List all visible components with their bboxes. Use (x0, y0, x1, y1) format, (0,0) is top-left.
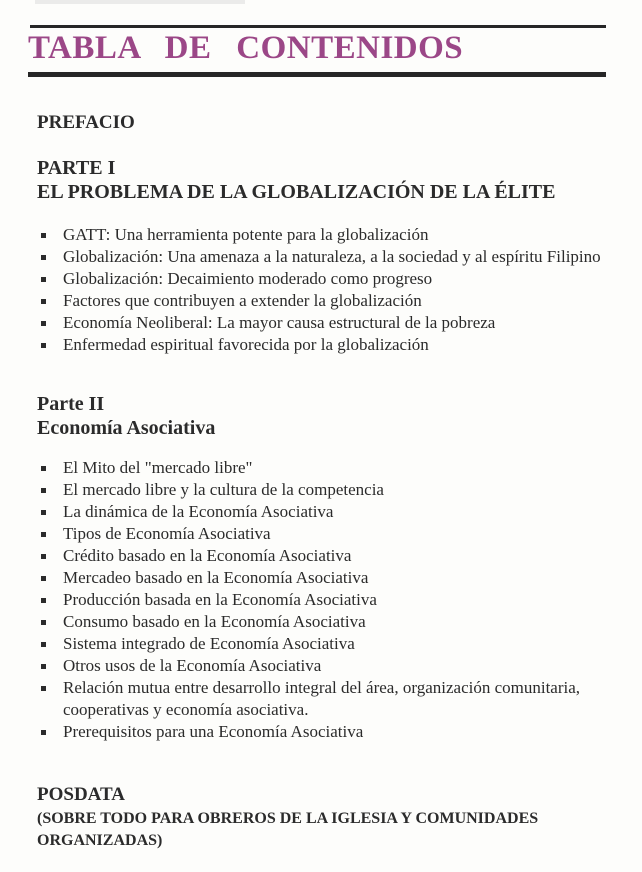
toc-item-label: Enfermedad espiritual favorecida por la globalización (63, 335, 429, 354)
toc-list-parte1 (38, 224, 616, 356)
toc-item-label: Crédito basado en la Economía Asociativa (63, 546, 352, 565)
toc-item (38, 334, 616, 356)
toc-item-label: El mercado libre y la cultura de la competencia (63, 480, 384, 499)
bullet-square-icon (41, 299, 46, 304)
section-posdata (37, 783, 582, 852)
toc-item (38, 721, 616, 743)
bullet-square-icon (41, 686, 46, 691)
toc-item-label: Mercadeo basado en la Economía Asociativa (63, 568, 369, 587)
bullet-square-icon (41, 321, 46, 326)
section-heading-parte1 (37, 156, 555, 204)
header-rule-bottom (28, 72, 606, 77)
toc-item-label: Factores que contribuyen a extender la globalización (63, 291, 422, 310)
parte2-label: Parte II (37, 393, 105, 415)
toc-item-label: Relación mutua entre desarrollo integral del área, organización comunitaria, cooperativas y economía asociativa. (63, 678, 581, 719)
toc-item (38, 268, 616, 290)
toc-item-label: Economía Neoliberal: La mayor causa estructural de la pobreza (63, 313, 496, 332)
toc-item (38, 523, 616, 545)
toc-item (38, 655, 616, 677)
toc-item (38, 224, 616, 246)
toc-item (38, 246, 616, 268)
toc-item (38, 545, 616, 567)
page-title: TABLA DE CONTENIDOS (28, 30, 464, 66)
bullet-square-icon (41, 510, 46, 515)
bullet-square-icon (41, 255, 46, 260)
scan-artifact (35, 0, 245, 4)
toc-item (38, 677, 616, 721)
posdata-label: POSDATA (37, 784, 125, 805)
section-heading-prefacio: PREFACIO (37, 112, 135, 133)
toc-item-label: Sistema integrado de Economía Asociativa (63, 634, 355, 653)
toc-item-label: Consumo basado en la Economía Asociativa (63, 612, 366, 631)
toc-item-label: Producción basada en la Economía Asociativa (63, 590, 377, 609)
toc-item-label: Globalización: Una amenaza a la naturaleza, a la sociedad y al espíritu Filipino (63, 247, 601, 266)
bullet-square-icon (41, 233, 46, 238)
parte1-label: PARTE I (37, 157, 116, 179)
toc-item-label: Tipos de Economía Asociativa (63, 524, 271, 543)
toc-item (38, 611, 616, 633)
parte1-title: EL PROBLEMA DE LA GLOBALIZACIÓN DE LA ÉLITE (37, 181, 556, 203)
bullet-square-icon (41, 277, 46, 282)
toc-list-parte2 (38, 457, 616, 743)
toc-item-label: GATT: Una herramienta potente para la globalización (63, 225, 429, 244)
parte2-title: Economía Asociativa (37, 417, 216, 439)
toc-item (38, 501, 616, 523)
toc-item (38, 457, 616, 479)
toc-item (38, 589, 616, 611)
bullet-square-icon (41, 664, 46, 669)
toc-item-label: Otros usos de la Economía Asociativa (63, 656, 322, 675)
bullet-square-icon (41, 598, 46, 603)
toc-item (38, 312, 616, 334)
toc-item-label: La dinámica de la Economía Asociativa (63, 502, 334, 521)
toc-item-label: Globalización: Decaimiento moderado como progreso (63, 269, 433, 288)
bullet-square-icon (41, 343, 46, 348)
section-heading-parte2 (37, 392, 215, 440)
toc-item (38, 633, 616, 655)
bullet-square-icon (41, 488, 46, 493)
toc-item-label: Prerequisitos para una Economía Asociativa (63, 722, 364, 741)
toc-item-label: El Mito del "mercado libre" (63, 458, 253, 477)
bullet-square-icon (41, 730, 46, 735)
bullet-square-icon (41, 466, 46, 471)
toc-item (38, 567, 616, 589)
bullet-square-icon (41, 620, 46, 625)
bullet-square-icon (41, 576, 46, 581)
toc-item (38, 290, 616, 312)
posdata-subtitle: (SOBRE TODO PARA OBREROS DE LA IGLESIA Y COMUNIDADES ORGANIZADAS) (37, 810, 539, 849)
toc-item (38, 479, 616, 501)
bullet-square-icon (41, 532, 46, 537)
bullet-square-icon (41, 642, 46, 647)
bullet-square-icon (41, 554, 46, 559)
